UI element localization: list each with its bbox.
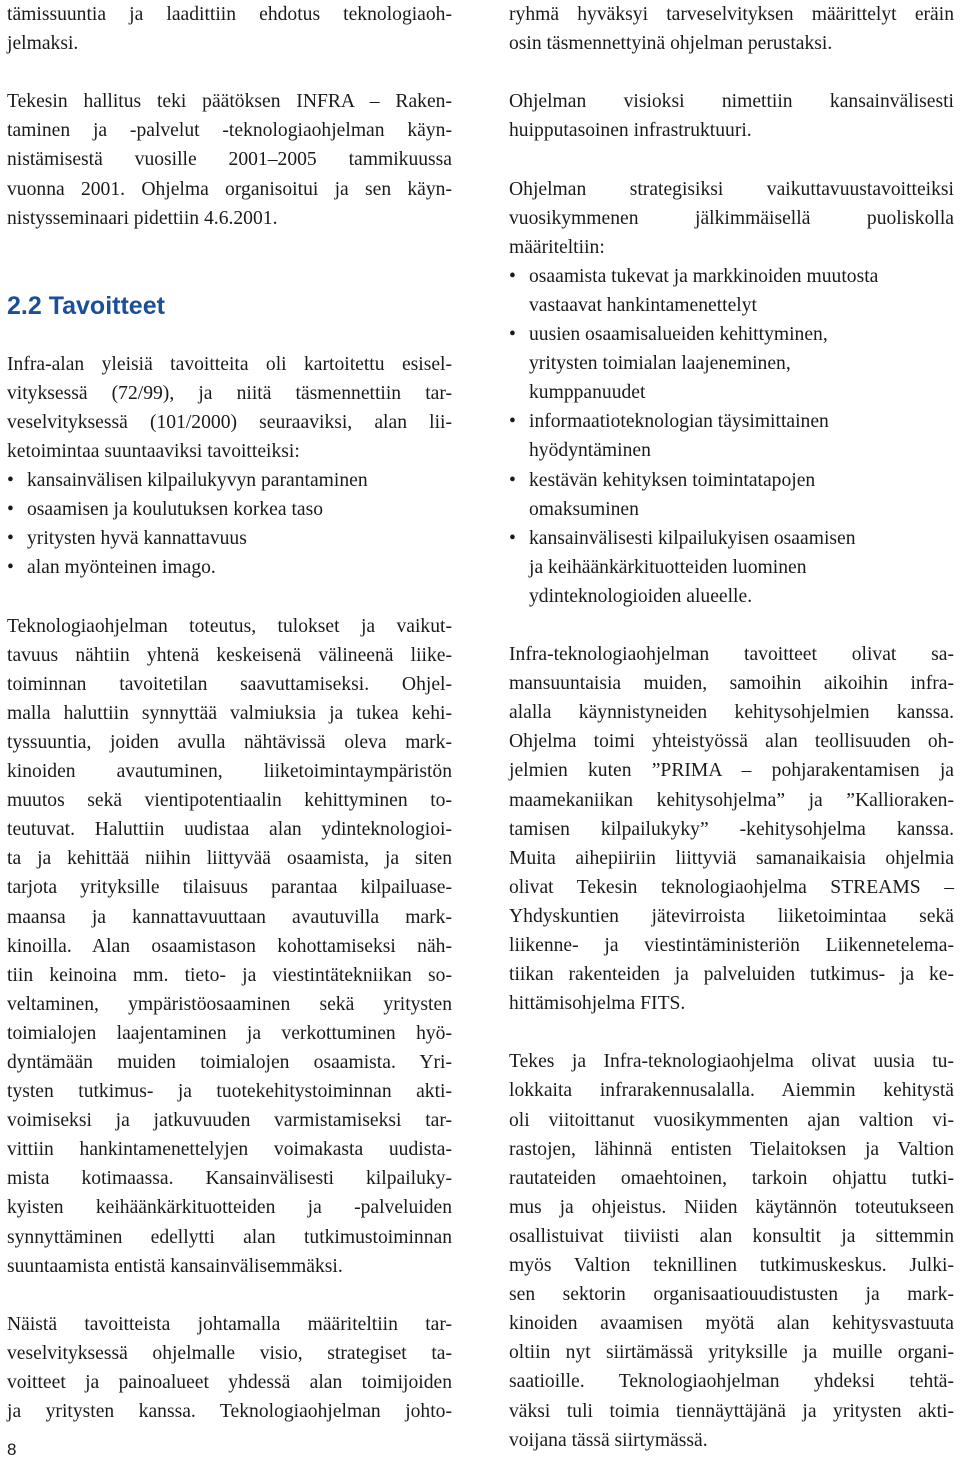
text-line: Tekes ja Infra-teknologiaohjelma olivat uusia tu- [509, 1051, 954, 1073]
paragraph-vision-intro [7, 1310, 452, 1426]
paragraph-new-actors [509, 1047, 954, 1454]
text-line: rautateiden omaehtoinen, tarkoin ohjattu tutki- [509, 1167, 954, 1189]
text-line: dyntämään muiden toimialojen osaamista. Yri- [7, 1052, 452, 1073]
text-line: malla haluttiin synnyttää valmiuksia ja tukea kehi- [7, 702, 452, 724]
list-item-line: yritysten toimialan laajeneminen, [529, 353, 791, 375]
text-line: hittämisohjelma FITS. [509, 993, 686, 1015]
list-item-line: ydinteknologioiden alueelle. [529, 585, 753, 607]
text-line: nistämisestä vuosille 2001–2005 tammikuussa [7, 149, 452, 171]
bullet-icon: • [7, 470, 14, 492]
paragraph-goals [7, 350, 452, 466]
list-item: • osaamisen ja koulutuksen korkea taso [7, 495, 452, 524]
text-line: tyssuuntia, joiden avulla nähtävissä oleva mark- [7, 731, 452, 753]
text-line: osallistuivat tiiviisti alan konsultit ja sittemmin [509, 1225, 954, 1247]
list-item [509, 262, 954, 320]
text-line: kinoiden avaamisen myötä alan kehitysvastuuta [509, 1313, 954, 1335]
text-line: vuosikymmenen jälkimmäisellä puoliskolla [509, 207, 954, 229]
text-line: tysten tutkimus- ja tuotekehitystoiminnan akti- [7, 1081, 452, 1103]
bullet-icon: • [7, 528, 14, 550]
text-line: veltaminen, ympäristöosaaminen sekä yritysten [7, 993, 452, 1015]
section-heading: 2.2 Tavoitteet [7, 292, 165, 320]
paragraph-strategy [509, 175, 954, 262]
text-line: sen sektorin organisaatiouudistusten ja mark- [509, 1284, 954, 1306]
text-line: liikenne- ja viestintäministeriön Liikennetelema- [509, 935, 954, 956]
text-line: tiin keinoina mm. tieto- ja viestintätekniikan so- [7, 964, 452, 986]
text-line: Ohjelman strategisiksi vaikuttavuustavoitteiksi [509, 178, 954, 200]
text-line: ketoimintaa suuntaaviksi tavoitteiksi: [7, 441, 300, 463]
text-line: jelmien kuten ”PRIMA – pohjarakentamisen ja [509, 760, 954, 782]
text-line: mista kotimaassa. Kansainvälisesti kilpailuky- [7, 1168, 452, 1190]
text-line: teutuvat. Haluttiin uudistaa alan ydinteknologioi- [7, 819, 452, 841]
bullet-icon: • [509, 324, 516, 346]
paragraph-vision [509, 87, 954, 145]
strategy-bullet-list [509, 262, 954, 611]
text-line: mus ja ohjeistus. Niiden käytännön toteutukseen [509, 1196, 954, 1218]
goals-bullet-list [7, 466, 452, 582]
text-line: nistysseminaari pidettiin 4.6.2001. [7, 207, 278, 229]
text-line: tämissuuntia ja laadittiin ehdotus teknologiaoh- [7, 4, 452, 25]
text-line: taminen ja -palvelut -teknologiaohjelman käyn- [7, 120, 452, 142]
bullet-icon: • [7, 499, 14, 521]
text-line: rastojen, lähinnä entisten Tielaitoksen ja Valtion [509, 1138, 954, 1160]
bullet-icon: • [509, 265, 516, 287]
page-number: 8 [7, 1440, 17, 1459]
text-line: Tekesin hallitus teki päätöksen INFRA – Raken- [7, 91, 452, 113]
text-line: suuntaamista entistä kansainvälisemmäksi. [7, 1255, 343, 1277]
bullet-icon: • [7, 557, 14, 579]
list-item-line: • uusien osaamisalueiden kehittyminen, [509, 320, 954, 349]
list-item [509, 524, 954, 611]
text-line: ja yritysten kanssa. Teknologiaohjelman johto- [7, 1401, 452, 1423]
text-line: oltiin nyt siirtämässä yrityksille ja muille organi- [509, 1342, 954, 1364]
text-line: olivat Tekesin teknologiaohjelma STREAMS – [509, 876, 954, 898]
list-item: • kansainvälisen kilpailukyvyn parantaminen [7, 466, 452, 495]
list-item-line: hyödyntäminen [529, 440, 651, 462]
list-item [509, 320, 954, 407]
bullet-icon: • [509, 469, 516, 491]
text-line: voimiseksi ja jatkuvuuden varmistamiseksi tar- [7, 1110, 452, 1132]
text-line: tavuus nähtiin yhtenä keskeisenä välineenä liike- [7, 644, 452, 666]
paragraph-continued [509, 0, 954, 58]
text-line: muutos sekä vientipotentiaalin kehittyminen to- [7, 790, 452, 812]
list-item: • yritysten hyvä kannattavuus [7, 524, 452, 553]
paragraph-infra-decision [7, 87, 452, 232]
text-line: alalla käynnistyneiden kehitysohjelmien kanssa. [509, 702, 954, 724]
text-line: myös Valtion teknillinen tutkimuskeskus. Julki- [509, 1255, 954, 1277]
text-line: maamekaniikan kehitysohjelma” ja ”Kallioraken- [509, 789, 954, 811]
right-column [509, 0, 954, 1455]
text-line: vityksessä (72/99), ja niitä täsmennettiin tar- [7, 382, 452, 404]
paragraph-intro [7, 0, 452, 58]
text-line: jelmaksi. [7, 33, 79, 55]
text-line: voitteet ja painoalueet yhdessä alan toimijoiden [7, 1372, 452, 1394]
text-line: kinoiden avautuminen, liiketoimintaympäristön [7, 761, 452, 783]
text-line: Infra-teknologiaohjelman tavoitteet olivat sa- [509, 644, 954, 666]
list-item-line: • kestävän kehityksen toimintatapojen [509, 466, 954, 495]
bullet-icon: • [509, 411, 516, 433]
list-item-line: omaksuminen [529, 498, 639, 520]
text-line: väksi tuli toimia tiennäyttäjänä ja yritysten akti- [509, 1400, 954, 1422]
text-line: Yhdyskuntien jätevirroista liiketoimintaa sekä [509, 905, 954, 927]
list-item-line: • osaamista tukevat ja markkinoiden muutosta [509, 262, 954, 291]
text-line: osin täsmennettyinä ohjelman perustaksi. [509, 33, 833, 55]
paragraph-related-programs [509, 640, 954, 1018]
text-line: maansa ja kannattavuuttaan avautuvilla mark- [7, 906, 452, 928]
text-line: Ohjelman visioksi nimettiin kansainvälisesti [509, 91, 954, 113]
text-line: toiminnan tavoitetilan saavuttamiseksi. Ohjel- [7, 673, 452, 695]
text-line: veselvityksessä (101/2000) seuraaviksi, alan lii- [7, 411, 452, 433]
text-line: tarjota yrityksille tilaisuus parantaa kilpailuase- [7, 877, 452, 899]
text-line: tamisen kilpailukyky” -kehitysohjelma kanssa. [509, 818, 954, 840]
list-item: • alan myönteinen imago. [7, 553, 452, 582]
text-line: toimialojen laajentaminen ja verkottuminen hyö- [7, 1022, 452, 1044]
text-line: voijana tässä siirtymässä. [509, 1429, 708, 1451]
text-line: ryhmä hyväksyi tarveselvityksen määrittelyt eräin [509, 4, 954, 25]
text-line: synnyttäminen edellytti alan tutkimustoiminnan [7, 1226, 452, 1248]
text-line: vittiin hankintamenettelyjen voimakasta uudista- [7, 1139, 452, 1161]
bullet-icon: • [509, 527, 516, 549]
list-item-line: • informaatioteknologian täysimittainen [509, 407, 954, 436]
list-item [509, 407, 954, 465]
text-line: vuonna 2001. Ohjelma organisoitui ja sen käyn- [7, 178, 452, 200]
text-line: Infra-alan yleisiä tavoitteita oli kartoitettu esisel- [7, 353, 452, 375]
text-line: Teknologiaohjelman toteutus, tulokset ja vaikut- [7, 615, 452, 637]
text-line: oli viitoittanut vuosikymmenten ajan valtion vi- [509, 1109, 954, 1131]
text-line: Näistä tavoitteista johtamalla määriteltiin tar- [7, 1313, 452, 1335]
paragraph-implementation [7, 612, 452, 1281]
left-column [7, 0, 452, 1426]
text-line: tiikan rakenteiden ja palveluiden tutkimus- ja ke- [509, 964, 954, 986]
text-line: kyisten keihäänkärkituotteiden ja -palveluiden [7, 1197, 452, 1219]
text-line: Muita aihepiiriin liittyviä samanaikaisia ohjelmia [509, 847, 954, 869]
text-line: saatioille. Teknologiaohjelman yhdeksi tehtä- [509, 1371, 954, 1393]
text-line: lokkaita infrarakennusalalla. Aiemmin kehitystä [509, 1080, 954, 1102]
text-line: määriteltiin: [509, 236, 605, 258]
list-item-line: • kansainvälisesti kilpailukyisen osaamisen [509, 524, 954, 553]
list-item-line: vastaavat hankintamenettelyt [529, 294, 757, 316]
text-line: huipputasoinen infrastruktuuri. [509, 120, 752, 142]
text-line: kinoilla. Alan osaamistason kohottamiseksi näh- [7, 935, 452, 957]
list-item [509, 466, 954, 524]
list-item-line: ja keihäänkärkituotteiden luominen [529, 556, 807, 578]
list-item-line: kumppanuudet [529, 382, 646, 404]
text-line: mansuuntaisia muiden, samoihin aikoihin infra- [509, 673, 954, 695]
text-line: veselvityksessä ohjelmalle visio, strategiset ta- [7, 1342, 452, 1364]
text-line: Ohjelma toimi yhteistyössä alan teollisuuden oh- [509, 731, 954, 753]
text-line: ta ja kehittää niihin liittyvää osaamista, ja siten [7, 848, 452, 870]
